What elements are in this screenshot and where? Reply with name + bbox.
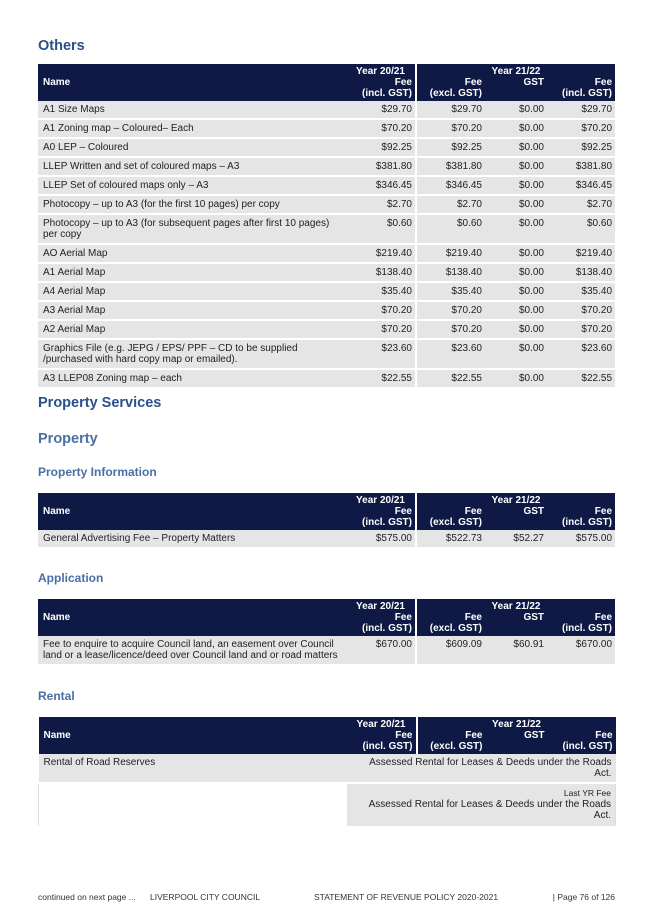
column-header-fee-incl-prev: Fee (incl. GST) (347, 730, 417, 754)
table-row: AO Aerial Map $219.40 $219.40 $0.00 $219.40 (38, 244, 615, 263)
column-header-year-prev: Year 20/21 (346, 599, 416, 612)
column-header-fee-incl-prev: Fee (incl. GST) (346, 77, 416, 101)
last-year-fee-label: Last YR Fee (563, 788, 612, 798)
column-header-fee-excl: Fee (excl. GST) (416, 506, 485, 530)
table-row: Fee to enquire to acquire Council land, an easement over Council land or a lease/licence/deed over Council land and or road matters $670.00 $609.09 $60.91 $670.00 (38, 636, 615, 665)
table-row: LLEP Set of coloured maps only – A3 $346.45 $346.45 $0.00 $346.45 (38, 176, 615, 195)
table-row: LLEP Written and set of coloured maps – A3 $381.80 $381.80 $0.00 $381.80 (38, 157, 615, 176)
column-header-year-prev: Year 20/21 (346, 64, 416, 77)
table-row: A1 Aerial Map $138.40 $138.40 $0.00 $138.40 (38, 263, 615, 282)
column-header-fee-excl: Fee (excl. GST) (417, 730, 486, 754)
section-title-others: Others (38, 38, 85, 54)
column-header-fee-excl: Fee (excl. GST) (416, 612, 485, 636)
table-row: Photocopy – up to A3 (for subsequent pages after first 10 pages) per copy $0.60 $0.60 $0.00 $0.60 (38, 214, 615, 244)
table-row: Photocopy – up to A3 (for the first 10 pages) per copy $2.70 $2.70 $0.00 $2.70 (38, 195, 615, 214)
property-information-fee-table (38, 493, 615, 549)
column-header-year-curr: Year 21/22 (417, 717, 616, 730)
section-title-property-services: Property Services (38, 395, 162, 411)
section-title-rental: Rental (38, 689, 75, 703)
table-row: Graphics File (e.g. JEPG / EPS/ PPF – CD to be supplied /purchased with hard copy map or emailed). $23.60 $23.60 $0.00 $23.60 (38, 339, 615, 369)
rental-note: Assessed Rental for Leases & Deeds under the Roads Act. (368, 799, 612, 821)
column-header-year-curr: Year 21/22 (416, 493, 615, 506)
table-row: A0 LEP – Coloured $92.25 $92.25 $0.00 $92.25 (38, 138, 615, 157)
column-header-name: Name (38, 493, 346, 530)
column-header-fee-incl: Fee (incl. GST) (548, 730, 616, 754)
table-row: A3 LLEP08 Zoning map – each $22.55 $22.55 $0.00 $22.55 (38, 369, 615, 388)
section-title-application: Application (38, 571, 104, 585)
column-header-fee-incl: Fee (incl. GST) (547, 77, 615, 101)
column-header-fee-excl: Fee (excl. GST) (416, 77, 485, 101)
column-header-gst: GST (485, 506, 547, 530)
column-header-year-prev: Year 20/21 (346, 493, 416, 506)
rental-fee-table (38, 717, 616, 828)
footer-statement: STATEMENT OF REVENUE POLICY 2020-2021 (314, 892, 499, 902)
table-row: A4 Aerial Map $35.40 $35.40 $0.00 $35.40 (38, 282, 615, 301)
column-header-fee-incl-prev: Fee (incl. GST) (346, 506, 416, 530)
column-header-gst: GST (485, 77, 547, 101)
footer-continued: continued on next page ... (38, 892, 136, 902)
section-title-property: Property (38, 431, 98, 447)
table-row: General Advertising Fee – Property Matters $575.00 $522.73 $52.27 $575.00 (38, 530, 615, 548)
column-header-name: Name (39, 717, 347, 754)
table-row: A1 Zoning map – Coloured– Each $70.20 $70.20 $0.00 $70.20 (38, 119, 615, 138)
column-header-fee-incl-prev: Fee (incl. GST) (346, 612, 416, 636)
column-header-gst: GST (486, 730, 548, 754)
column-header-year-prev: Year 20/21 (347, 717, 417, 730)
column-header-year-curr: Year 21/22 (416, 599, 615, 612)
footer-page-number: | Page 76 of 126 (552, 892, 615, 902)
column-header-name: Name (38, 599, 346, 636)
others-fee-table (38, 64, 615, 389)
column-header-year-curr: Year 21/22 (416, 64, 615, 77)
table-row: A2 Aerial Map $70.20 $70.20 $0.00 $70.20 (38, 320, 615, 339)
column-header-name: Name (38, 64, 346, 101)
column-header-fee-incl: Fee (incl. GST) (547, 506, 615, 530)
section-title-property-information: Property Information (38, 465, 157, 479)
column-header-fee-incl: Fee (incl. GST) (547, 612, 615, 636)
application-fee-table (38, 599, 615, 666)
table-row (39, 783, 616, 827)
table-row: A1 Size Maps $29.70 $29.70 $0.00 $29.70 (38, 101, 615, 119)
column-header-gst: GST (485, 612, 547, 636)
footer-council: LIVERPOOL CITY COUNCIL (150, 892, 261, 902)
table-row: Rental of Road Reserves Assessed Rental for Leases & Deeds under the Roads Act. (39, 754, 616, 783)
table-row: A3 Aerial Map $70.20 $70.20 $0.00 $70.20 (38, 301, 615, 320)
